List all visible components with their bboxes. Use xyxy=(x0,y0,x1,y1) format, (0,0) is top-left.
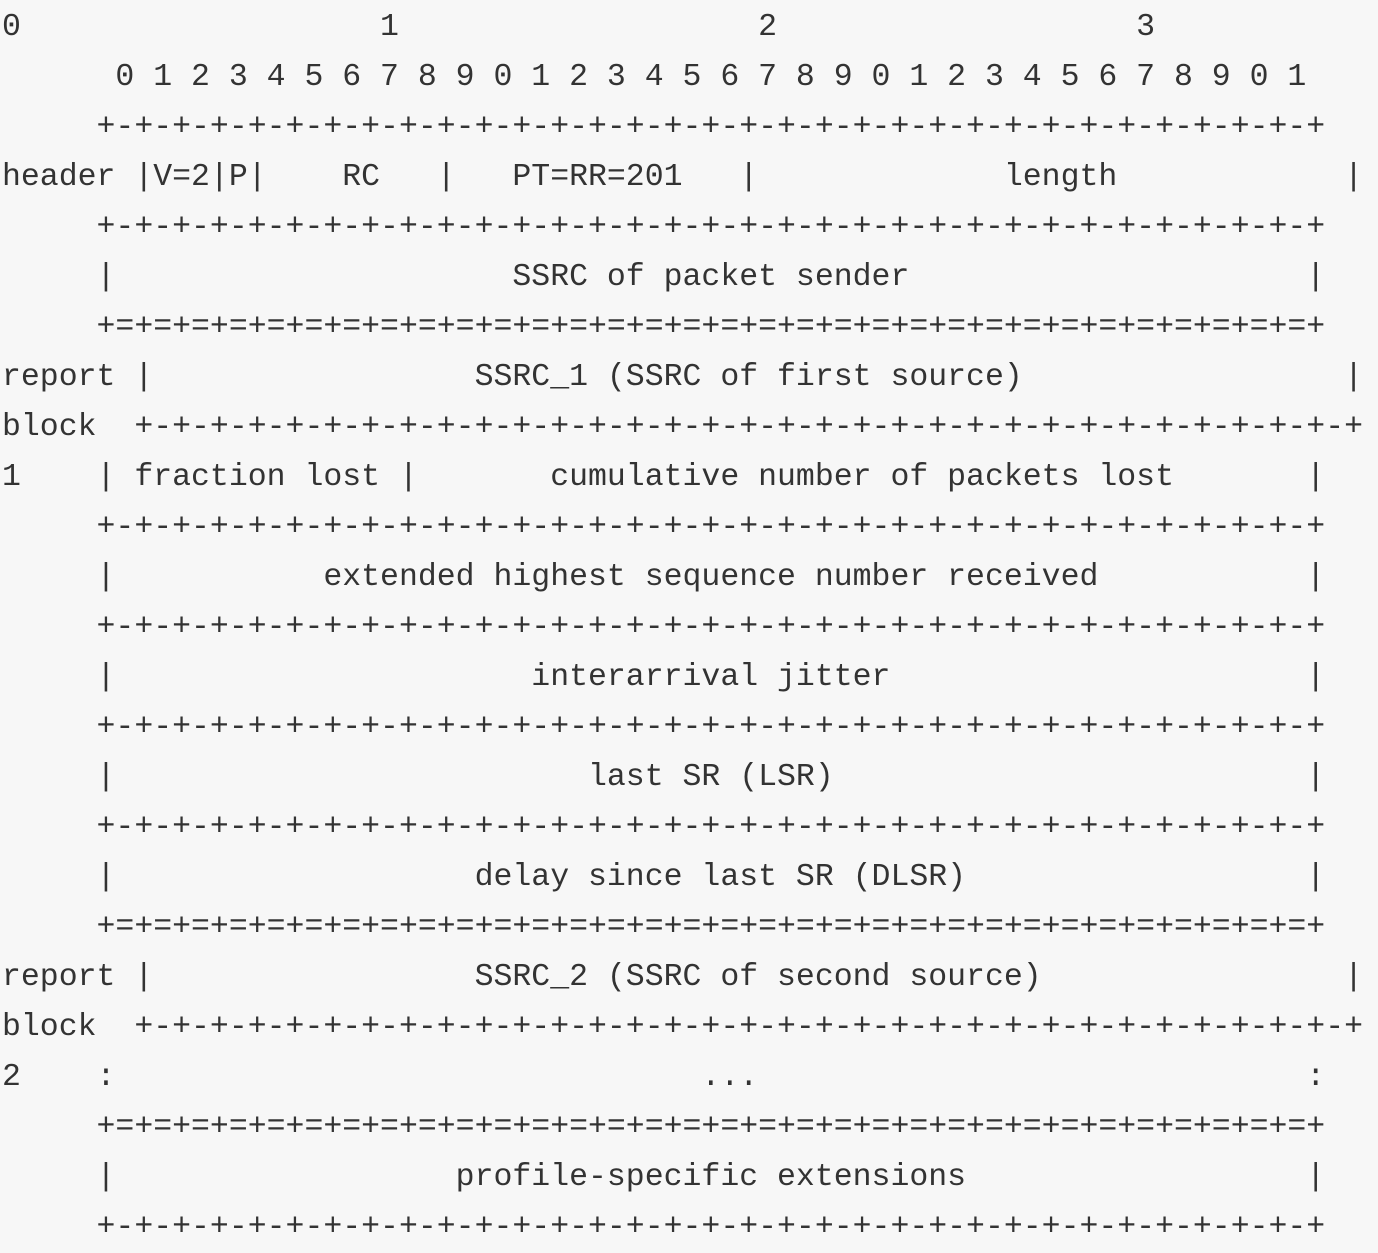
row-border: +-+-+-+-+-+-+-+-+-+-+-+-+-+-+-+-+-+-+-+-+-+-+-+-+-+-+-+-+-+-+-+-+ xyxy=(2,810,1326,845)
row-border: +-+-+-+-+-+-+-+-+-+-+-+-+-+-+-+-+-+-+-+-+-+-+-+-+-+-+-+-+-+-+-+-+ xyxy=(2,510,1326,545)
report-block-1-border: block +-+-+-+-+-+-+-+-+-+-+-+-+-+-+-+-+-+-+-+-+-+-+-+-+-+-+-+-+-+-+-+-+ xyxy=(2,410,1364,445)
profile-extensions-row: | profile-specific extensions | xyxy=(2,1160,1326,1195)
dlsr-row: | delay since last SR (DLSR) | xyxy=(2,860,1326,895)
section-border: +=+=+=+=+=+=+=+=+=+=+=+=+=+=+=+=+=+=+=+=+=+=+=+=+=+=+=+=+=+=+=+=+ xyxy=(2,1110,1326,1145)
bit-index-ruler: 0 1 2 3 4 5 6 7 8 9 0 1 2 3 4 5 6 7 8 9 0 1 2 3 4 5 6 7 8 9 0 1 xyxy=(2,60,1307,95)
last-sr-row: | last SR (LSR) | xyxy=(2,760,1326,795)
ssrc-sender-row: | SSRC of packet sender | xyxy=(2,260,1326,295)
ascii-packet-layout xyxy=(2,3,1363,1253)
report-block-1-ssrc-row: report | SSRC_1 (SSRC of first source) | xyxy=(2,360,1364,395)
row-border: +-+-+-+-+-+-+-+-+-+-+-+-+-+-+-+-+-+-+-+-+-+-+-+-+-+-+-+-+-+-+-+-+ xyxy=(2,610,1326,645)
ellipsis-row: 2 : ... : xyxy=(2,1060,1326,1095)
report-block-2-ssrc-row: report | SSRC_2 (SSRC of second source) | xyxy=(2,960,1364,995)
bit-decade-ruler: 0 1 2 3 xyxy=(2,10,1156,45)
header-row: header |V=2|P| RC | PT=RR=201 | length | xyxy=(2,160,1364,195)
interarrival-jitter-row: | interarrival jitter | xyxy=(2,660,1326,695)
section-border: +=+=+=+=+=+=+=+=+=+=+=+=+=+=+=+=+=+=+=+=+=+=+=+=+=+=+=+=+=+=+=+=+ xyxy=(2,310,1326,345)
extended-sequence-row: | extended highest sequence number received | xyxy=(2,560,1326,595)
row-border: +-+-+-+-+-+-+-+-+-+-+-+-+-+-+-+-+-+-+-+-+-+-+-+-+-+-+-+-+-+-+-+-+ xyxy=(2,110,1326,145)
fraction-lost-row: 1 | fraction lost | cumulative number of packets lost | xyxy=(2,460,1326,495)
row-border: +-+-+-+-+-+-+-+-+-+-+-+-+-+-+-+-+-+-+-+-+-+-+-+-+-+-+-+-+-+-+-+-+ xyxy=(2,210,1326,245)
report-block-2-border: block +-+-+-+-+-+-+-+-+-+-+-+-+-+-+-+-+-+-+-+-+-+-+-+-+-+-+-+-+-+-+-+-+ xyxy=(2,1010,1364,1045)
row-border: +-+-+-+-+-+-+-+-+-+-+-+-+-+-+-+-+-+-+-+-+-+-+-+-+-+-+-+-+-+-+-+-+ xyxy=(2,1210,1326,1245)
row-border: +-+-+-+-+-+-+-+-+-+-+-+-+-+-+-+-+-+-+-+-+-+-+-+-+-+-+-+-+-+-+-+-+ xyxy=(2,710,1326,745)
section-border: +=+=+=+=+=+=+=+=+=+=+=+=+=+=+=+=+=+=+=+=+=+=+=+=+=+=+=+=+=+=+=+=+ xyxy=(2,910,1326,945)
